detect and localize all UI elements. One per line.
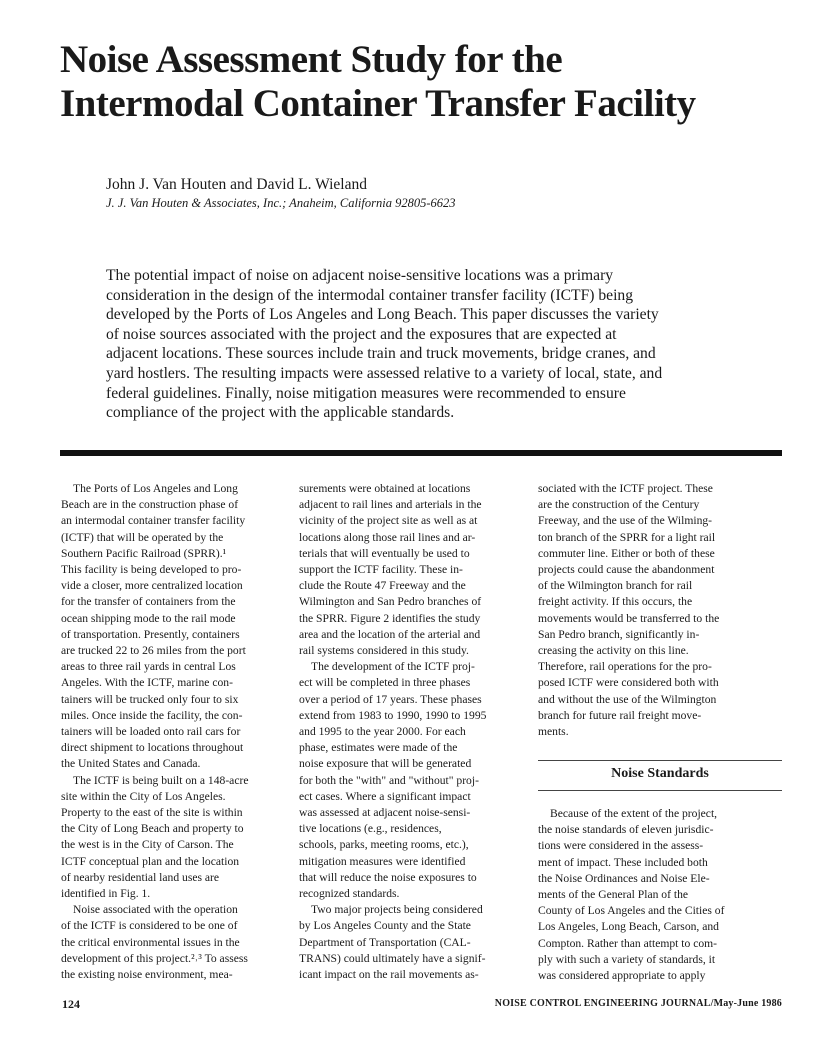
text-line: vide a closer, more centralized location: [61, 579, 243, 593]
text-line: commuter line. Either or both of these: [538, 546, 715, 560]
body-column-3: [538, 481, 784, 740]
text-line: the existing noise environment, mea-: [61, 968, 233, 982]
text-line: was assessed at adjacent noise-sensi-: [299, 806, 471, 820]
text-line: freight activity. If this occurs, the: [538, 595, 693, 609]
text-line: the City of Long Beach and property to: [61, 822, 244, 836]
text-line: an intermodal container transfer facility: [61, 514, 246, 528]
text-line: Two major projects being considered: [311, 903, 483, 917]
text-line: posed ICTF were considered both with: [538, 676, 719, 690]
text-line: the west is in the City of Carson. The: [61, 838, 234, 852]
text-line: are trucked 22 to 26 miles from the port: [61, 644, 246, 658]
text-line: areas to three rail yards in central Los: [61, 660, 236, 674]
text-line: recognized standards.: [299, 887, 400, 901]
text-line: the critical environmental issues in the: [61, 935, 240, 949]
text-line: direct shipment to locations throughout: [61, 741, 244, 755]
text-line: area and the location of the arterial and: [299, 627, 481, 641]
abstract-line: adjacent locations. These sources include train and truck movements, bridge cranes, and: [106, 345, 656, 363]
text-line: ICTF conceptual plan and the location: [61, 854, 240, 868]
text-line: ments of the General Plan of the: [538, 888, 689, 902]
text-line: Noise associated with the operation: [73, 903, 238, 917]
text-line: by Los Angeles County and the State: [299, 919, 471, 933]
title-line: Noise Assessment Study for the: [60, 38, 563, 81]
text-line: rail systems considered in this study.: [299, 644, 469, 658]
text-line: over a period of 17 years. These phases: [299, 692, 482, 706]
text-line: The development of the ICTF proj-: [311, 660, 475, 674]
text-line: Angeles. With the ICTF, marine con-: [61, 676, 233, 690]
article-title: [60, 38, 780, 126]
text-line: ment of impact. These included both: [538, 855, 708, 869]
text-line: Southern Pacific Railroad (SPRR).¹: [61, 546, 227, 560]
body-column-3-continued: [538, 806, 784, 984]
text-line: ton branch of the SPRR for a light rail: [538, 530, 716, 544]
text-line: Property to the east of the site is within: [61, 806, 243, 820]
body-column-2: [299, 481, 517, 983]
text-line: the SPRR. Figure 2 identifies the study: [299, 611, 481, 625]
journal-footer: NOISE CONTROL ENGINEERING JOURNAL/May-June 1986: [494, 998, 782, 1009]
text-line: icant impact on the rail movements as-: [299, 968, 479, 982]
text-line: San Pedro branch, significantly in-: [538, 627, 700, 641]
section-rule-top: [538, 760, 782, 761]
text-line: Because of the extent of the project,: [550, 807, 718, 820]
text-line: Wilmington and San Pedro branches of: [299, 595, 482, 609]
text-line: the United States and Canada.: [61, 757, 201, 771]
abstract-line: consideration in the design of the intermodal container transfer facility (ICTF) being: [106, 286, 633, 304]
abstract-line: federal guidelines. Finally, noise mitigation measures were recommended to ensure: [106, 384, 626, 402]
text-line: surements were obtained at locations: [299, 482, 471, 495]
text-line: TRANS) could ultimately have a signif-: [299, 951, 486, 965]
text-line: support the ICTF facility. These in-: [299, 563, 463, 577]
text-line: ply with such a variety of standards, it: [538, 952, 716, 966]
text-line: tainers will be loaded onto rail cars for: [61, 725, 241, 739]
text-line: clude the Route 47 Freeway and the: [299, 579, 466, 593]
text-line: Los Angeles, Long Beach, Carson, and: [538, 920, 719, 934]
section-rule-bottom: [538, 790, 782, 791]
abstract-line: compliance of the project with the applicable standards.: [106, 404, 455, 422]
text-line: Compton. Rather than attempt to com-: [538, 936, 718, 950]
text-line: Freeway, and the use of the Wilming-: [538, 514, 713, 528]
abstract-line: of noise sources associated with the project and the exposures that are expected at: [106, 325, 617, 343]
text-line: adjacent to rail lines and arterials in the: [299, 498, 482, 512]
text-line: identified in Fig. 1.: [61, 887, 151, 901]
abstract-line: The potential impact of noise on adjacent noise-sensitive locations was a primary: [106, 267, 614, 284]
text-line: for both the "with" and "without" proj-: [299, 773, 479, 787]
text-line: movements would be transferred to the: [538, 611, 720, 625]
text-line: The Ports of Los Angeles and Long: [73, 482, 238, 495]
text-line: the noise standards of eleven jurisdic-: [538, 823, 714, 837]
abstract-line: developed by the Ports of Los Angeles and Long Beach. This paper discusses the variety: [106, 306, 659, 324]
text-line: County of Los Angeles and the Cities of: [538, 904, 725, 918]
text-line: Therefore, rail operations for the pro-: [538, 660, 712, 674]
authors: John J. Van Houten and David L. Wieland: [106, 176, 367, 193]
text-line: tainers will be trucked only four to six: [61, 692, 239, 706]
text-line: sociated with the ICTF project. These: [538, 482, 713, 495]
text-line: Department of Transportation (CAL-: [299, 935, 471, 949]
text-line: locations along those rail lines and ar-: [299, 530, 476, 544]
body-column-1: [61, 481, 277, 983]
text-line: creasing the activity on this line.: [538, 644, 689, 658]
text-line: and 1995 to the year 2000. For each: [299, 725, 466, 739]
text-line: vicinity of the project site as well as at: [299, 514, 478, 528]
text-line: of transportation. Presently, containers: [61, 627, 240, 641]
section-divider: [60, 450, 782, 456]
text-line: ect will be completed in three phases: [299, 676, 471, 690]
text-line: mitigation measures were identified: [299, 854, 466, 868]
text-line: that will reduce the noise exposures to: [299, 870, 477, 884]
title-line: Intermodal Container Transfer Facility: [60, 82, 696, 125]
text-line: are the construction of the Century: [538, 498, 700, 512]
text-line: the Noise Ordinances and Noise Ele-: [538, 871, 710, 885]
text-line: for the transfer of containers from the: [61, 595, 236, 609]
text-line: schools, parks, meeting rooms, etc.),: [299, 838, 469, 852]
text-line: and without the use of the Wilmington: [538, 692, 717, 706]
abstract-line: yard hostlers. The resulting impacts were assessed relative to a variety of local, state, and: [106, 364, 663, 382]
text-line: This facility is being developed to pro-: [61, 563, 242, 577]
text-line: projects could cause the abandonment: [538, 563, 715, 577]
text-line: branch for future rail freight move-: [538, 708, 702, 722]
text-line: of nearby residential land uses are: [61, 870, 220, 884]
affiliation: J. J. Van Houten & Associates, Inc.; Anaheim, California 92805-6623: [106, 196, 456, 210]
text-line: The ICTF is being built on a 148-acre: [73, 773, 249, 787]
text-line: phase, estimates were made of the: [299, 741, 458, 755]
text-line: development of this project.²˒³ To assess: [61, 951, 248, 965]
page-number: 124: [62, 997, 80, 1011]
text-line: miles. Once inside the facility, the con-: [61, 708, 243, 722]
text-line: tions were considered in the assess-: [538, 839, 704, 853]
text-line: terials that will eventually be used to: [299, 546, 470, 560]
text-line: noise exposure that will be generated: [299, 757, 472, 771]
text-line: ocean shipping mode to the rail mode: [61, 611, 236, 625]
text-line: site within the City of Los Angeles.: [61, 789, 226, 803]
abstract: [106, 266, 706, 423]
text-line: (ICTF) that will be operated by the: [61, 530, 224, 544]
text-line: ect cases. Where a significant impact: [299, 789, 471, 803]
text-line: of the ICTF is considered to be one of: [61, 919, 238, 933]
text-line: tive locations (e.g., residences,: [299, 822, 442, 836]
section-heading: Noise Standards: [611, 766, 709, 781]
text-line: of the Wilmington branch for rail: [538, 579, 693, 593]
text-line: extend from 1983 to 1990, 1990 to 1995: [299, 708, 487, 722]
text-line: Beach are in the construction phase of: [61, 498, 239, 512]
text-line: was considered appropriate to apply: [538, 969, 706, 983]
text-line: ments.: [538, 725, 569, 739]
